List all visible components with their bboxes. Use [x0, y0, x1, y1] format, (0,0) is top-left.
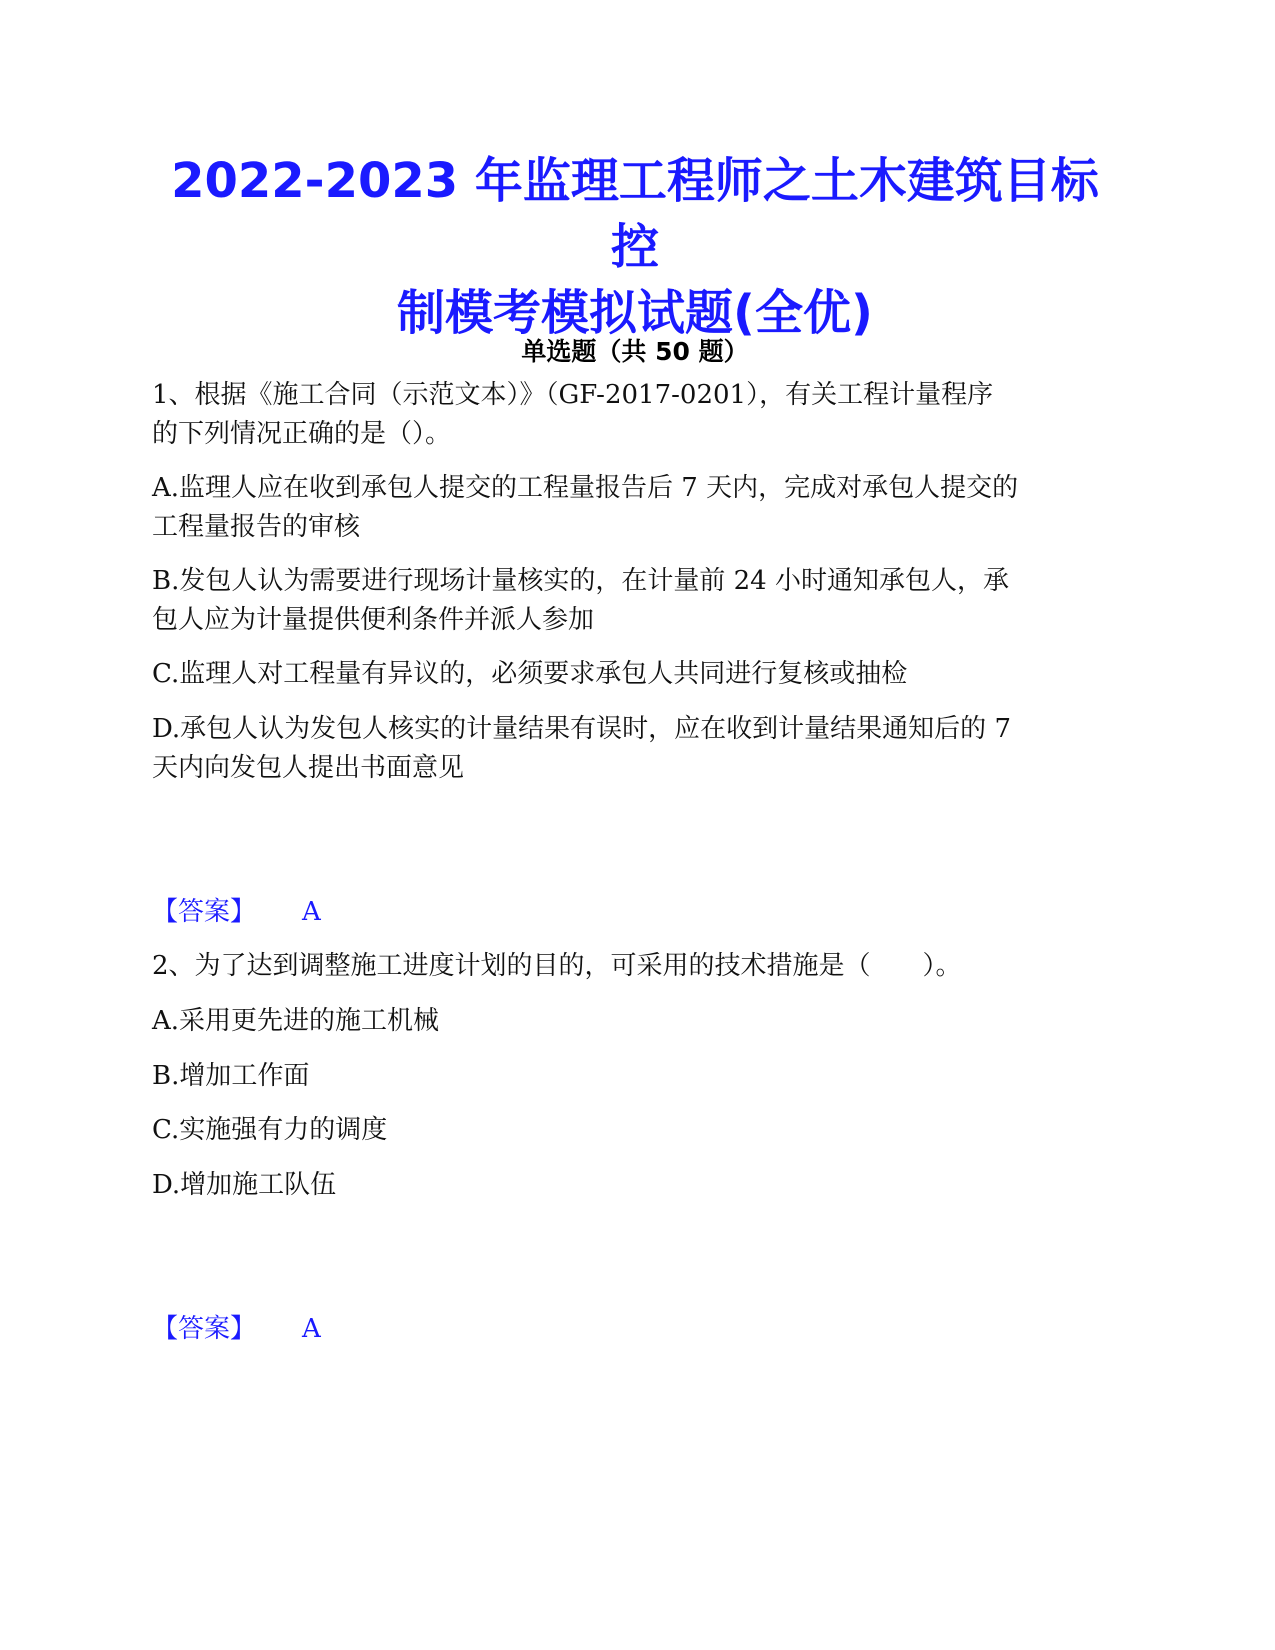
question-1-option-d-line-1: D.承包人认为发包人核实的计量结果有误时，应在收到计量结果通知后的 7 [152, 714, 1011, 744]
question-1-stem-line-1: 1、根据《施工合同（示范文本）》（GF-2017-0201），有关工程计量程序 [152, 380, 994, 410]
question-2-option-d-line-1: D.增加施工队伍 [152, 1170, 337, 1200]
answer-value: A [302, 897, 321, 927]
question-1-stem-line-2: 的下列情况正确的是（）。 [152, 419, 452, 449]
question-2-stem-line-1: 2、为了达到调整施工进度计划的目的，可采用的技术措施是（ ）。 [152, 951, 962, 981]
question-1-option-c-line-1: C.监理人对工程量有异议的，必须要求承包人共同进行复核或抽检 [152, 659, 908, 689]
question-1-option-a-line-1: A.监理人应在收到承包人提交的工程量报告后 7 天内，完成对承包人提交的 [152, 473, 1019, 503]
answer-label: 【答案】 [152, 1314, 257, 1344]
question-1-option-b-line-2: 包人应为计量提供便利条件并派人参加 [152, 605, 595, 635]
question-1-option-d-line-2: 天内向发包人提出书面意见 [152, 753, 465, 783]
question-2-option-b-line-1: B.增加工作面 [152, 1061, 310, 1091]
question-1-option-a-line-2: 工程量报告的审核 [152, 512, 361, 542]
question-2-answer [152, 1309, 321, 1349]
answer-value: A [302, 1314, 321, 1344]
title-line-1: 2022-2023 年监理工程师之土木建筑目标控 [171, 153, 1099, 275]
answer-label: 【答案】 [152, 897, 257, 927]
section-heading: 单选题（共 50 题） [521, 337, 749, 366]
document-title [150, 148, 1120, 346]
title-line-2: 制模考模拟试题(全优) [397, 285, 873, 341]
question-2-option-c-line-1: C.实施强有力的调度 [152, 1115, 388, 1145]
question-1-option-b-line-1: B.发包人认为需要进行现场计量核实的，在计量前 24 小时通知承包人，承 [152, 566, 1009, 596]
question-2-option-a-line-1: A.采用更先进的施工机械 [152, 1006, 440, 1036]
question-1-answer [152, 892, 321, 932]
